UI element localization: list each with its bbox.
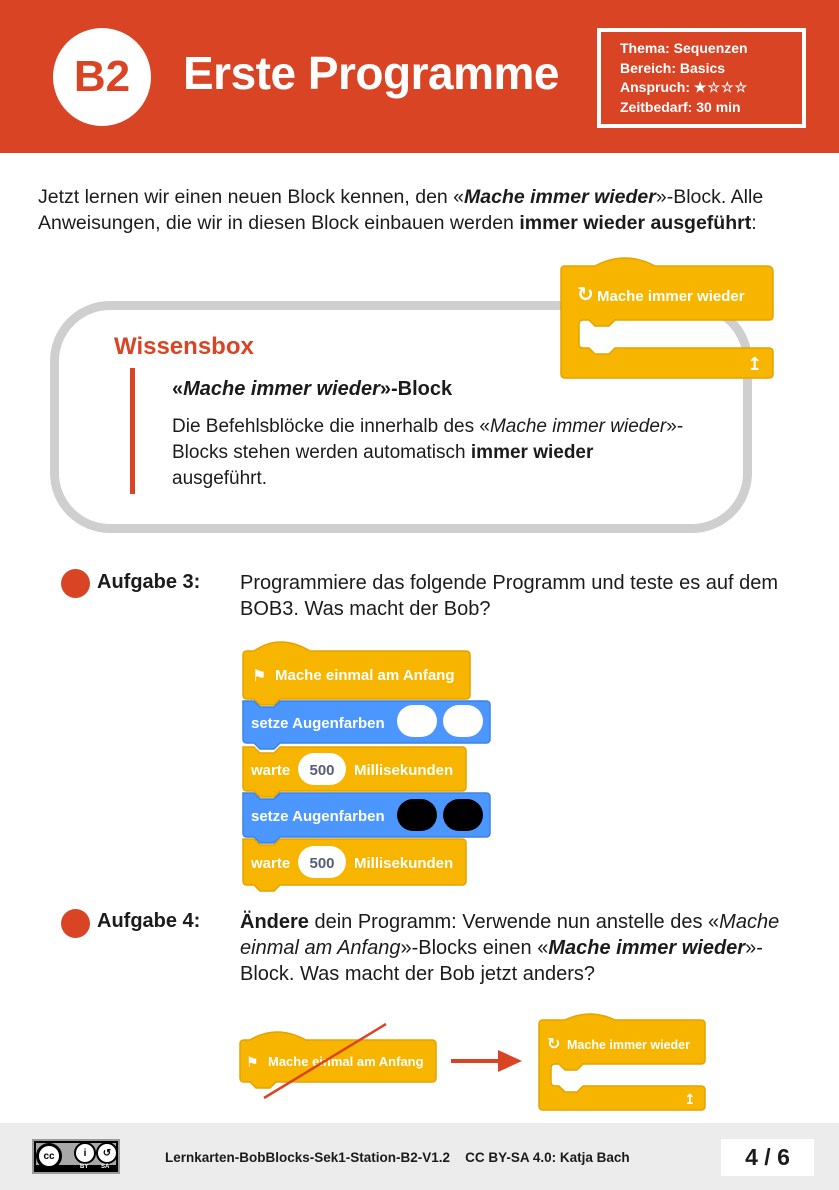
wait-2-unit: Millisekunden [354,855,454,872]
aufgabe3-bullet [61,569,90,598]
wtext-name: Mache immer wieder [489,416,667,437]
aufgabe3-text: Programmiere das folgende Programm und teste es auf dem BOB3. Was macht der Bob? [240,572,779,620]
forever-block-label: Mache immer wieder [597,288,745,305]
page-number: 4 / 6 [721,1139,814,1176]
meta-box [597,28,806,128]
wtext-emph: immer wieder [470,442,594,463]
wait-2-label: warte [251,855,291,872]
sub-name: Mache immer wieder [183,378,380,400]
meta-thema: Thema: Sequenzen [620,40,748,56]
eye-color-2a [397,799,437,831]
sa-icon: ↺ [96,1142,118,1164]
wtext-3: ausgeführt. [172,468,268,489]
anspruch-label: Anspruch: [620,79,690,95]
loop-arrow-icon: ↥ [747,354,763,375]
aufgabe4-label: Aufgabe 4: [97,910,201,932]
flag-icon-old: ⚑ [246,1055,259,1071]
sub-open: « [172,378,184,400]
a4-t2: dein Programm: Verwende nun anstelle des « [308,911,720,933]
a4-t5: Mache immer wieder [548,937,746,959]
arrow-right-icon [448,1048,526,1074]
set-eyes-1-label: setze Augenfarben [251,715,385,732]
meta-bereich: Bereich: Basics [620,59,726,76]
program-blocks [240,633,495,895]
page-title: Erste Programme [183,47,559,99]
cc-license-logo [32,1139,120,1174]
sub-close: »-Block [379,378,453,400]
wtext-1: Die Befehlsblöcke die innerhalb des « [172,416,490,437]
wissensbox-subtitle [172,378,452,401]
intro-part3: : [751,212,757,234]
aufgabe3-label: Aufgabe 3: [97,571,201,593]
star-rating-icon: ★☆☆☆ [693,79,749,95]
wtext-2: »-Blocks stehen werden automatisch [172,416,684,463]
by-person-icon: i [74,1142,96,1164]
flag-icon: ⚑ [252,666,267,685]
eye-color-1b [443,705,483,737]
eye-color-1a [397,705,437,737]
start-block-label: Mache einmal am Anfang [275,667,455,684]
forever-block [555,250,780,385]
new-forever-block [535,1008,713,1116]
license-by: BY [80,1164,89,1170]
a4-t6: »-Block. Was macht der Bob jetzt anders? [240,937,763,985]
intro-paragraph [38,184,768,236]
wait-1-value: 500 [309,762,335,779]
wissensbox-accent-bar [130,368,135,494]
intro-part2: »-Block. Alle Anweisungen, die wir in diesen Block einbauen werden [38,186,764,234]
wissensbox-text [172,414,692,492]
meta-zeitbedarf: Zeitbedarf: 30 min [620,98,741,115]
wait-2-value: 500 [309,855,335,872]
intro-part1: Jetzt lernen wir einen neuen Block kennen, den « [38,186,465,208]
aufgabe4-text [240,909,800,987]
a4-t1: Ändere [240,911,309,933]
set-eyes-2-label: setze Augenfarben [251,808,385,825]
intro-emph: immer wieder ausgeführt [519,212,752,234]
footer-credits: Lernkarten-BobBlocks-Sek1-Station-B2-V1.2 CC BY-SA 4.0: Katja Bach [165,1150,630,1165]
aufgabe4-bullet [61,909,90,938]
loop-arrow-icon-small: ↥ [684,1092,696,1108]
repeat-icon: ↻ [577,282,594,306]
license-sa: SA [101,1164,110,1170]
wait-1-unit: Millisekunden [354,762,454,779]
a4-t3: Mache einmal am Anfang [240,911,780,959]
a4-t4: »-Blocks einen « [400,937,549,959]
old-block-label: Mache einmal am Anfang [268,1054,424,1069]
repeat-icon-small: ↻ [547,1034,561,1053]
intro-block-name: Mache immer wieder [464,186,656,208]
wait-1-label: warte [251,762,291,779]
station-badge: B2 [53,28,151,126]
new-block-label: Mache immer wieder [567,1038,690,1052]
old-start-block [236,1018,448,1102]
cc-icon: cc [36,1143,62,1169]
eye-color-2b [443,799,483,831]
wissensbox-title: Wissensbox [114,333,260,361]
meta-anspruch [620,78,802,98]
